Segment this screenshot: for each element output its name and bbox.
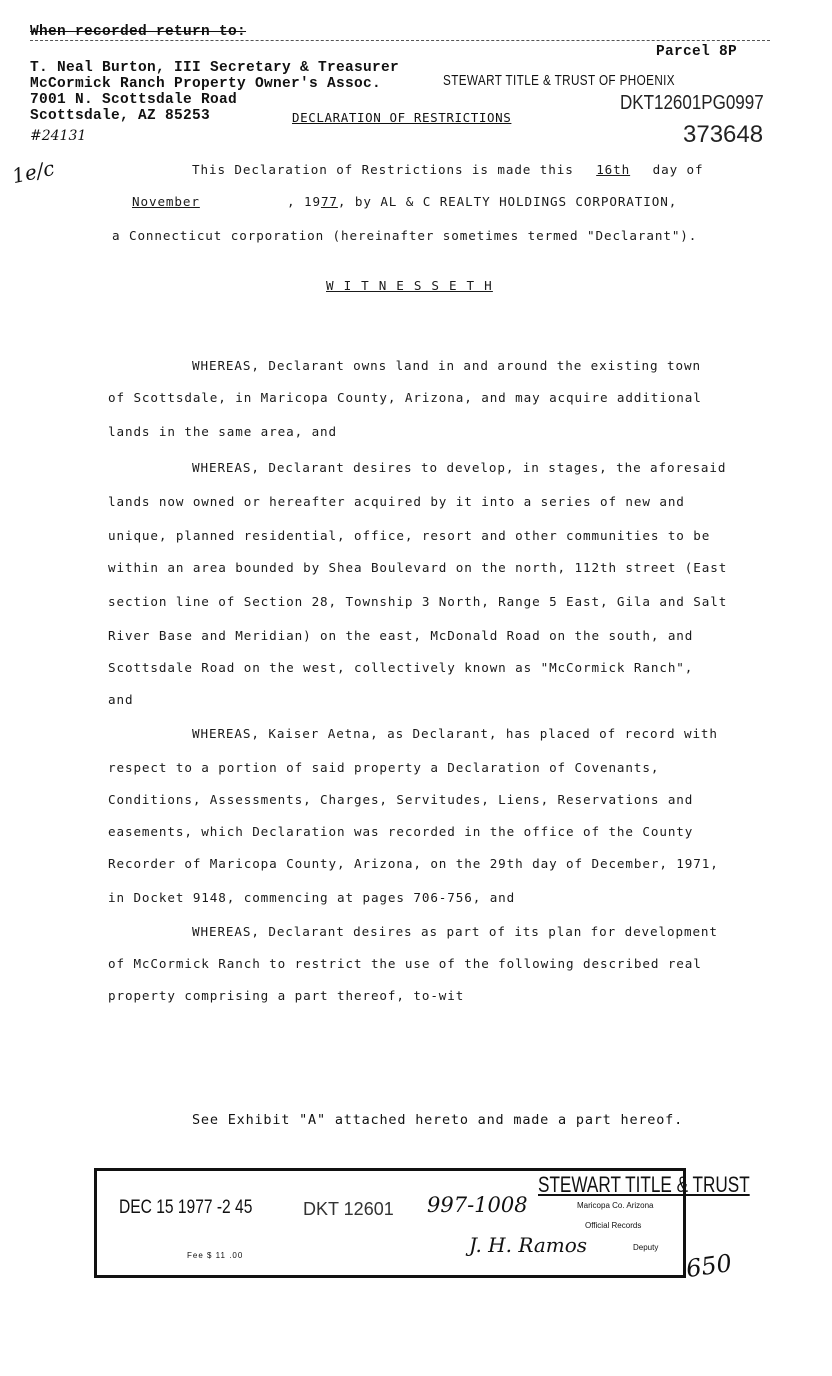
paragraph-3-line-3: Conditions, Assessments, Charges, Servitudes, Liens, Reservations and bbox=[108, 792, 694, 807]
stamp-signature: J. H. Ramos bbox=[469, 1233, 588, 1257]
paragraph-2-line-6: River Base and Meridian) on the east, McDonald Road on the south, and bbox=[108, 628, 694, 643]
paragraph-3-line-5: Recorder of Maricopa County, Arizona, on the 29th day of December, 1971, bbox=[108, 856, 719, 871]
exhibit-reference: See Exhibit "A" attached hereto and made a part hereof. bbox=[192, 1112, 684, 1128]
paragraph-2-line-1: WHEREAS, Declarant desires to develop, in stages, the aforesaid bbox=[192, 460, 727, 475]
stamp-docket: DKT 12601 bbox=[303, 1199, 394, 1219]
stamp-official-records: Official Records bbox=[585, 1221, 642, 1230]
paragraph-4-line-3: property comprising a part thereof, to-wit bbox=[108, 988, 465, 1003]
title-company-stamp: STEWART TITLE & TRUST OF PHOENIX bbox=[443, 72, 676, 89]
witnesseth-heading: W I T N E S S E T H bbox=[326, 278, 493, 293]
stamp-deputy: Deputy bbox=[633, 1243, 659, 1252]
header-rule bbox=[30, 40, 770, 41]
handwritten-margin-note: 1e/c bbox=[9, 155, 57, 189]
address-line-4: Scottsdale, AZ 85253 bbox=[30, 108, 211, 124]
docket-number: DKT12601PG0997 bbox=[620, 92, 764, 114]
paragraph-3-line-2: respect to a portion of said property a Declaration of Covenants, bbox=[108, 760, 660, 775]
stamp-pages: 997-1008 bbox=[427, 1193, 528, 1217]
paragraph-2-line-5: section line of Section 28, Township 3 North, Range 5 East, Gila and Salt bbox=[108, 594, 728, 609]
paragraph-1-line-2: of Scottsdale, in Maricopa County, Arizona, and may acquire additional bbox=[108, 390, 702, 405]
paragraph-2-line-7: Scottsdale Road on the west, collectively known as "McCormick Ranch", bbox=[108, 660, 694, 675]
intro-month: November bbox=[132, 194, 200, 209]
address-line-3: 7001 N. Scottsdale Road bbox=[30, 92, 238, 108]
paragraph-2-line-4: within an area bounded by Shea Boulevard on the north, 112th street (East bbox=[108, 560, 728, 575]
parcel-label: Parcel 8P bbox=[656, 44, 738, 60]
intro-line-2 bbox=[112, 194, 677, 209]
paragraph-2-line-2: lands now owned or hereafter acquired by it into a series of new and bbox=[108, 494, 685, 509]
stamp-company: STEWART TITLE & TRUST bbox=[538, 1172, 750, 1197]
intro-pre: This Declaration of Restrictions is made this bbox=[192, 162, 574, 177]
stamp-fee: Fee $ 11 .00 bbox=[187, 1251, 244, 1260]
handwritten-reference: #24131 bbox=[30, 128, 87, 144]
paragraph-4-line-2: of McCormick Ranch to restrict the use of the following described real bbox=[108, 956, 702, 971]
address-line-1: T. Neal Burton, III Secretary & Treasurer bbox=[30, 60, 400, 76]
intro-year-prefix: , 19 bbox=[287, 194, 321, 209]
paragraph-3-line-1: WHEREAS, Kaiser Aetna, as Declarant, has placed of record with bbox=[192, 726, 718, 741]
intro-post: day of bbox=[652, 162, 704, 177]
paragraph-4-line-1: WHEREAS, Declarant desires as part of its plan for development bbox=[192, 924, 718, 939]
paragraph-1-line-3: lands in the same area, and bbox=[108, 424, 338, 439]
stamp-county: Maricopa Co. Arizona bbox=[577, 1201, 654, 1210]
intro-year: 77 bbox=[320, 194, 338, 209]
intro-day: 16th bbox=[596, 162, 631, 177]
stamp-date: DEC 15 1977 -2 45 bbox=[119, 1197, 253, 1218]
paragraph-2-line-3: unique, planned residential, office, resort and other communities to be bbox=[108, 528, 711, 543]
document-title: DECLARATION OF RESTRICTIONS bbox=[292, 110, 512, 125]
recording-number: 373648 bbox=[683, 121, 764, 148]
intro-line-3: a Connecticut corporation (hereinafter sometimes termed "Declarant"). bbox=[112, 228, 698, 243]
return-to-line: When recorded return to: bbox=[30, 24, 247, 40]
paragraph-3-line-4: easements, which Declaration was recorded in the office of the County bbox=[108, 824, 694, 839]
paragraph-2-line-8: and bbox=[108, 692, 134, 707]
address-line-2: McCormick Ranch Property Owner's Assoc. bbox=[30, 76, 382, 92]
paragraph-3-line-6: in Docket 9148, commencing at pages 706-756, and bbox=[108, 890, 516, 905]
intro-line-1 bbox=[192, 162, 704, 177]
margin-note-650: 650 bbox=[684, 1248, 734, 1284]
paragraph-1-line-1: WHEREAS, Declarant owns land in and around the existing town bbox=[192, 358, 701, 373]
intro-line2-post: , by AL & C REALTY HOLDINGS CORPORATION, bbox=[337, 194, 678, 209]
